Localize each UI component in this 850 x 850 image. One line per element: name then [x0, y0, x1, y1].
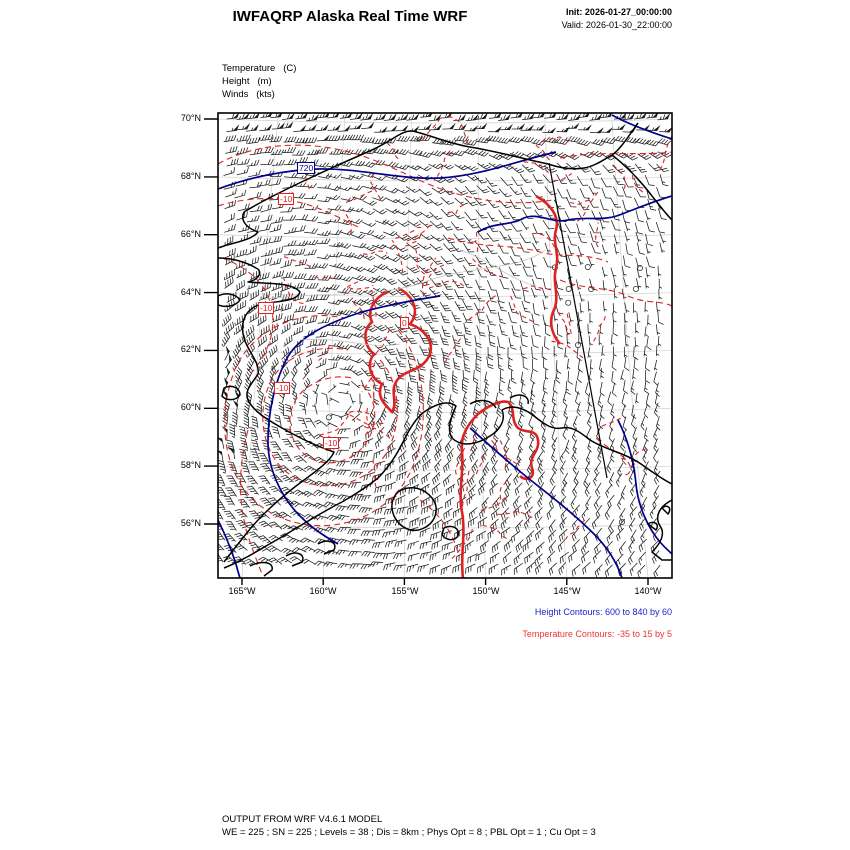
temp-contour-label-zero: 0 — [402, 318, 407, 328]
temp-contour-label-b: -10 — [260, 303, 273, 313]
lat-label-70n: 70°N — [180, 113, 201, 123]
temperature-contours-note: Temperature Contours: -35 to 15 by 5 — [522, 629, 672, 639]
valid-timestamp: Valid: 2026-01-30_22:00:00 — [561, 20, 672, 30]
temp-contour-label-d: -10 — [325, 438, 338, 448]
lat-label-56n: 56°N — [180, 518, 201, 528]
height-contour-label-720: 720 — [299, 163, 314, 173]
footer-config-line: WE = 225 ; SN = 225 ; Levels = 38 ; Dis = 8km ; Phys Opt = 8 ; PBL Opt = 1 ; Cu Opt = 3 — [222, 827, 596, 838]
temp-contour-label-a: -10 — [280, 194, 293, 204]
temp-contour-label-c: -10 — [276, 383, 289, 393]
lon-label-160w: 160°W — [309, 586, 337, 596]
legend-height: Height (m) — [222, 76, 272, 87]
lat-label-68n: 68°N — [180, 171, 201, 181]
footer-model-line: OUTPUT FROM WRF V4.6.1 MODEL — [222, 814, 383, 825]
temperature-contour-fragments — [281, 116, 673, 559]
lon-label-165w: 165°W — [228, 586, 256, 596]
lon-label-145w: 145°W — [553, 586, 581, 596]
init-timestamp: Init: 2026-01-27_00:00:00 — [565, 7, 672, 17]
lat-label-66n: 66°N — [180, 229, 201, 239]
lat-label-64n: 64°N — [180, 287, 201, 297]
height-contours — [218, 115, 672, 578]
legend-winds: Winds (kts) — [222, 89, 275, 100]
legend-temperature: Temperature (C) — [222, 63, 297, 74]
lon-label-150w: 150°W — [472, 586, 500, 596]
lon-label-140w: 140°W — [634, 586, 662, 596]
lon-label-155w: 155°W — [391, 586, 419, 596]
lat-label-62n: 62°N — [180, 344, 201, 354]
page-title: IWFAQRP Alaska Real Time WRF — [232, 8, 468, 25]
lat-label-60n: 60°N — [180, 402, 201, 412]
height-contours-note: Height Contours: 600 to 840 by 60 — [534, 607, 672, 617]
lat-label-58n: 58°N — [180, 460, 201, 470]
